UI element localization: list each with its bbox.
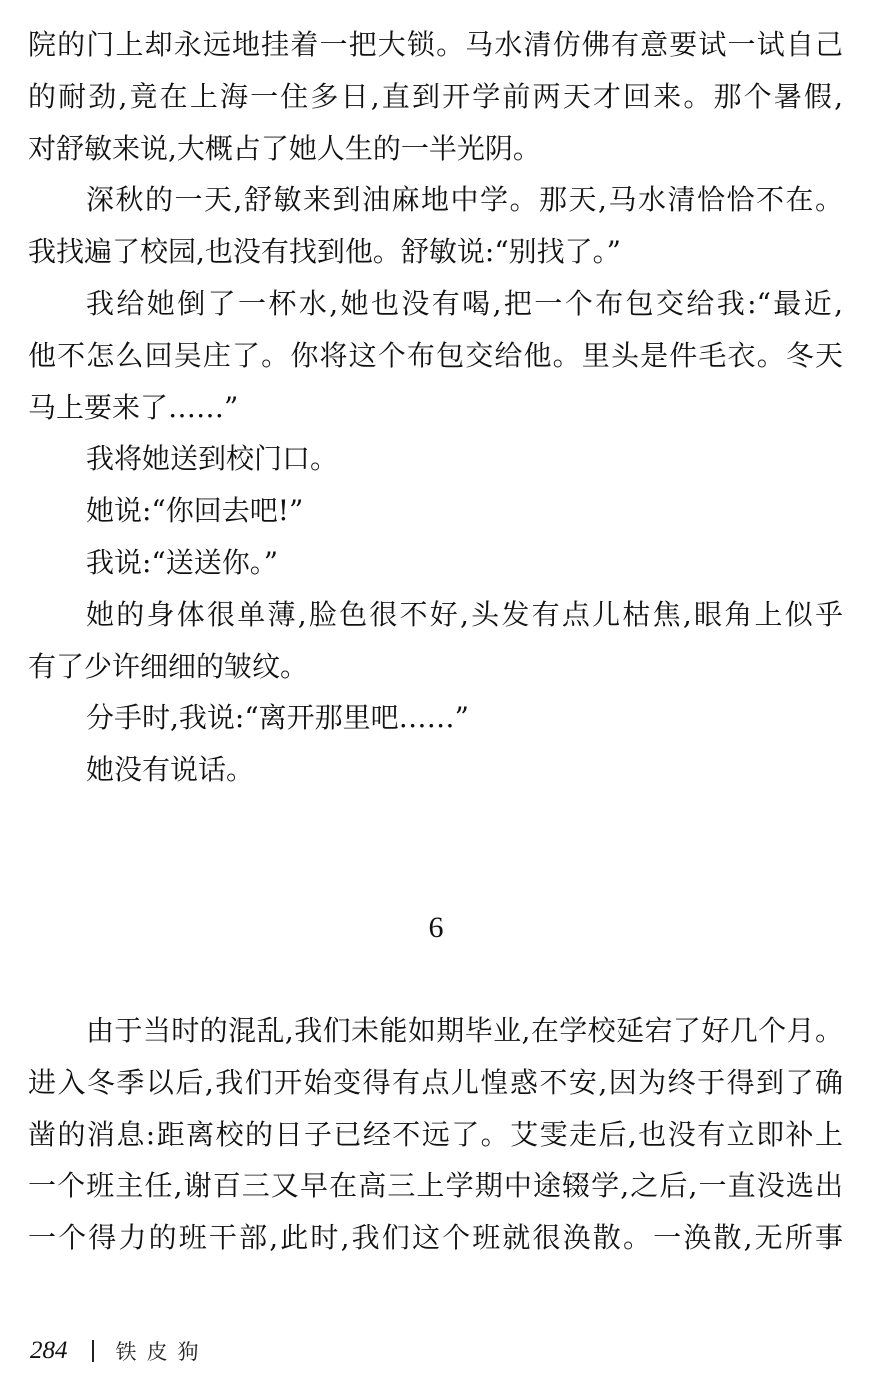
text-line: 她没有说话。 <box>86 753 255 787</box>
paragraph <box>28 174 843 278</box>
text-line: 分手时,我说:“离开那里吧……” <box>86 701 469 735</box>
footer-divider <box>92 1340 94 1362</box>
text-section-2 <box>28 1005 843 1264</box>
paragraph <box>28 278 843 433</box>
chapter-heading: 6 <box>428 911 444 944</box>
paragraph <box>28 744 843 796</box>
text-line: 马上要来了……” <box>28 390 239 424</box>
paragraph <box>28 19 843 174</box>
paragraph <box>28 692 843 744</box>
page-footer <box>30 1334 209 1368</box>
text-line: 凿的消息:距离校的日子已经不远了。艾雯走后,也没有立即补上 <box>28 1117 843 1151</box>
paragraph <box>28 1005 843 1264</box>
text-line: 对舒敏来说,大概占了她人生的一半光阴。 <box>28 131 541 165</box>
text-line: 深秋的一天,舒敏来到油麻地中学。那天,马水清恰恰不在。 <box>86 183 843 217</box>
paragraph <box>28 589 843 693</box>
book-title: 铁皮狗 <box>115 1340 209 1364</box>
text-line: 一个班主任,谢百三又早在高三上学期中途辍学,之后,一直没选出 <box>28 1169 843 1203</box>
text-line: 由于当时的混乱,我们未能如期毕业,在学校延宕了好几个月。 <box>86 1014 843 1047</box>
text-line: 我找遍了校园,也没有找到他。舒敏说:“别找了。” <box>28 235 621 269</box>
text-line: 的耐劲,竟在上海一住多日,直到开学前两天才回来。那个暑假, <box>28 79 843 113</box>
text-line: 我将她送到校门口。 <box>86 442 339 476</box>
page-number: 284 <box>30 1337 68 1364</box>
text-line: 院的门上却永远地挂着一把大锁。马水清仿佛有意要试一试自己 <box>28 28 843 61</box>
text-line: 我给她倒了一杯水,她也没有喝,把一个布包交给我:“最近, <box>86 286 843 320</box>
paragraph <box>28 537 843 589</box>
text-line: 她说:“你回去吧!” <box>86 494 304 528</box>
text-line: 他不怎么回吴庄了。你将这个布包交给他。里头是件毛衣。冬天 <box>28 338 843 372</box>
text-line: 有了少许细细的皱纹。 <box>28 649 309 683</box>
text-line: 一个得力的班干部,此时,我们这个班就很涣散。一涣散,无所事 <box>28 1221 843 1255</box>
paragraph <box>28 433 843 485</box>
text-line: 进入冬季以后,我们开始变得有点儿惶惑不安,因为终于得到了确 <box>28 1065 843 1099</box>
text-line: 我说:“送送你。” <box>86 545 279 579</box>
paragraph <box>28 485 843 537</box>
text-line: 她的身体很单薄,脸色很不好,头发有点儿枯焦,眼角上似乎 <box>86 597 843 631</box>
text-section-1 <box>28 19 843 796</box>
